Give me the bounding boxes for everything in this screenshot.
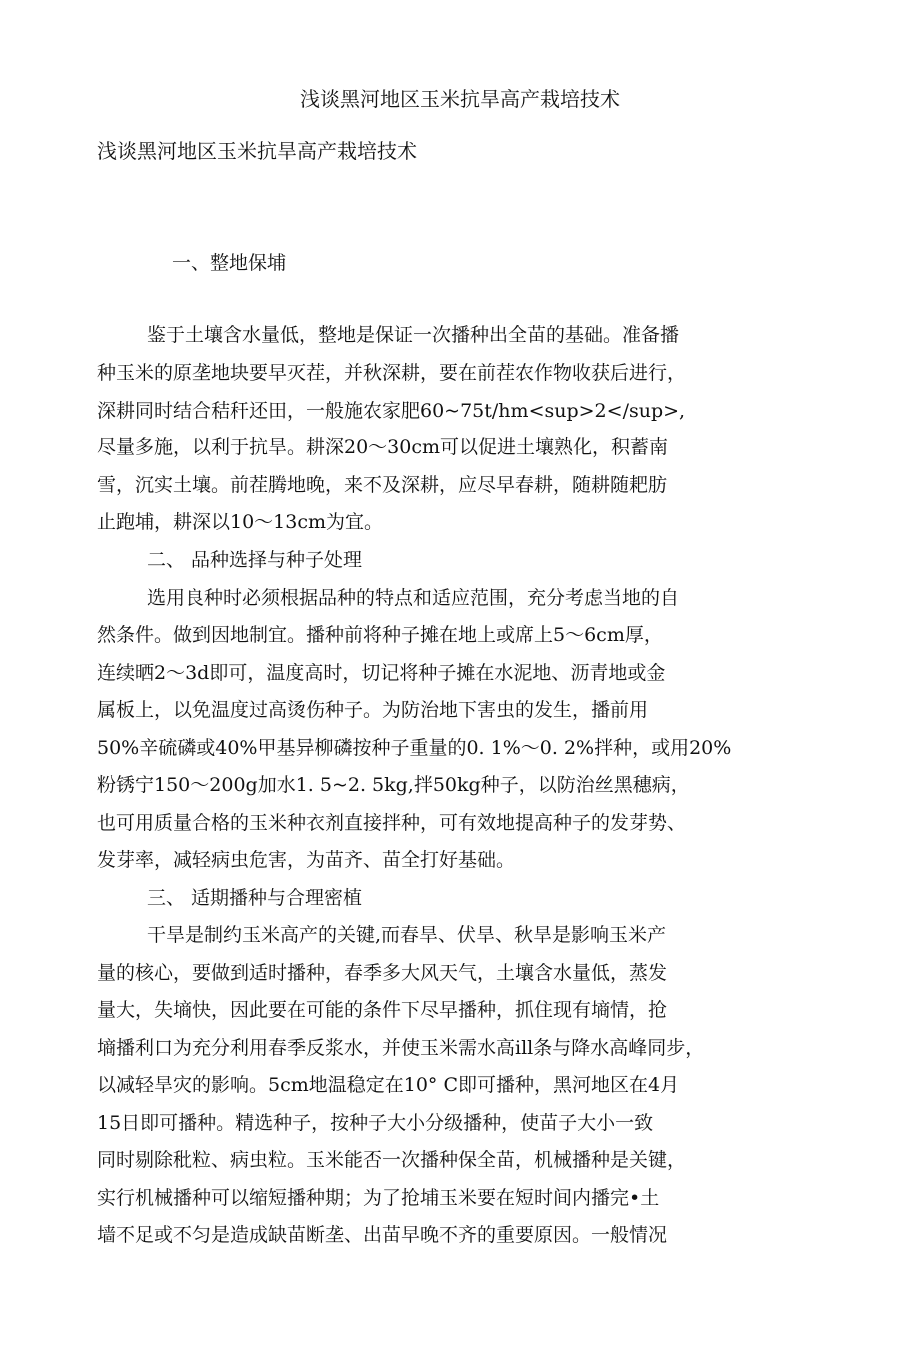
paragraph-line: 属板上，以免温度过高烫伤种子。为防治地下害虫的发生，播前用 bbox=[97, 699, 649, 721]
paragraph-line: 墙不足或不匀是造成缺苗断垄、出苗早晚不齐的重要原因。一般情况 bbox=[97, 1224, 668, 1246]
paragraph-line: 尽量多施，以利于抗旱。耕深20～30cm可以促进土壤熟化，积蓄南 bbox=[97, 436, 669, 458]
section-heading: 三、 适期播种与合理密植 bbox=[147, 887, 363, 909]
page-header-title: 浅谈黑河地区玉米抗旱高产栽培技术 bbox=[300, 87, 620, 111]
paragraph-line: 鉴于土壤含水量低，整地是保证一次播种出全苗的基础。准备播 bbox=[147, 324, 680, 346]
paragraph-line: 同时剔除秕粒、病虫粒。玉米能否一次播种保全苗，机械播种是关键， bbox=[97, 1149, 687, 1171]
paragraph-line: 干旱是制约玉米高产的关键,而春旱、伏旱、秋旱是影响玉米产 bbox=[147, 924, 667, 946]
paragraph-line: 雪，沉实土壤。前茬腾地晚，来不及深耕，应尽早春耕，随耕随耙肪 bbox=[97, 474, 668, 496]
paragraph-line: 量的核心，要做到适时播种，春季多大风天气，土壤含水量低，蒸发 bbox=[97, 962, 668, 984]
paragraph-line: 止跑埔，耕深以10～13cm为宜。 bbox=[97, 511, 384, 533]
section-heading: 一、整地保埔 bbox=[172, 252, 287, 274]
paragraph-line: 也可用质量合格的玉米种衣剂直接拌种，可有效地提高种子的发芽势、 bbox=[97, 812, 687, 834]
paragraph-line: 然条件。做到因地制宜。播种前将种子摊在地上或席上5～6cm厚， bbox=[97, 624, 663, 646]
paragraph-line: 选用良种时必须根据品种的特点和适应范围，充分考虑当地的自 bbox=[147, 587, 680, 609]
paragraph-line: 连续晒2～3d即可，温度高时，切记将种子摊在水泥地、沥青地或金 bbox=[97, 662, 666, 684]
paragraph-line: 深耕同时结合秸秆还田，一般施农家肥60~75t/hm<sup>2</sup>, bbox=[97, 400, 686, 422]
paragraph-line: 墒播利口为充分利用春季反浆水，并使玉米需水高ill条与降水高峰同步， bbox=[97, 1037, 705, 1059]
paragraph-line: 发芽率，减轻病虫危害，为苗齐、苗全打好基础。 bbox=[97, 849, 516, 871]
paragraph-line: 以减轻旱灾的影响。5cm地温稳定在10° C即可播种，黑河地区在4月 bbox=[97, 1074, 680, 1096]
paragraph-line: 种玉米的原垄地块要早灭茬，并秋深耕，要在前茬农作物收获后进行， bbox=[97, 362, 687, 384]
document-title: 浅谈黑河地区玉米抗旱高产栽培技术 bbox=[97, 139, 417, 163]
paragraph-line: 50%辛硫磷或40%甲基异柳磷按种子重量的0. 1%～0. 2%拌种，或用20% bbox=[97, 737, 732, 759]
paragraph-line: 15日即可播种。精选种子，按种子大小分级播种，使苗子大小一致 bbox=[97, 1112, 654, 1134]
paragraph-line: 实行机械播种可以缩短播种期；为了抢埔玉米要在短时间内播完•土 bbox=[97, 1187, 660, 1209]
paragraph-line: 量大，失墒快，因此要在可能的条件下尽早播种，抓住现有墒情，抢 bbox=[97, 999, 668, 1021]
section-heading: 二、 品种选择与种子处理 bbox=[147, 549, 363, 571]
paragraph-line: 粉锈宁150～200g加水1. 5~2. 5kg,拌50kg种子，以防治丝黑穗病， bbox=[97, 774, 690, 796]
